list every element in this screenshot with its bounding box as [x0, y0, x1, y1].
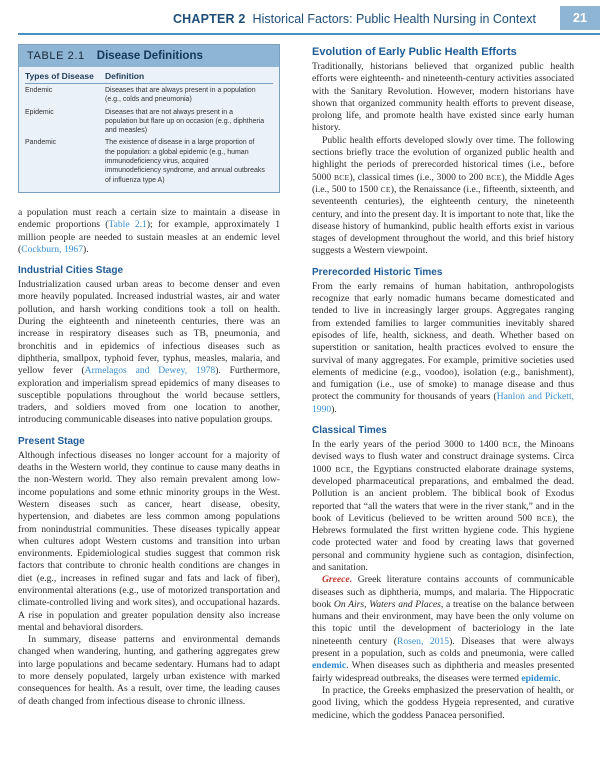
greece-subheading: Greece. — [322, 574, 353, 586]
left-column — [18, 44, 280, 708]
table-cell-definition: Diseases that are always present in a population (e.g., colds and pneumonia) — [105, 87, 256, 104]
present-paragraph-2: In summary, disease patterns and environmental demands changed when wandering, hunting, and gathering aggregates grew into large populations and became sedentary. Humans had to adapt to more densely populated, largely urban existence with marked consequences for health. As a result, over time, the leading causes of death changed from infectious disease to chronic illness. — [18, 634, 280, 707]
citation-link[interactable]: Hanlon and Pickett, 1990 — [312, 391, 575, 415]
industrial-paragraph — [18, 279, 280, 427]
text-run: , a treatise on the balance between humans and their environment, may have been the only volume on this topic until the development of bacteriology in the late nineteenth century ( — [312, 598, 574, 647]
running-title — [173, 12, 536, 26]
table-cell-definition: Diseases that are not always present in a population but flare up on occasion (e.g., diphtheria and measles) — [105, 108, 265, 135]
table-cell-definition: The existence of disease in a large proportion of the population: a global epidemic (e.g., human immunodeficiency virus, acquired immunodeficiency syndrome, and annual outbreaks of influenza type A) — [105, 139, 265, 184]
text-run: ); for example, approximately 1 million people are needed to sustain measles at an endemic level ( — [18, 219, 281, 255]
text-run: From the early remains of human habitation, anthropologists recognize that early nomadic humans became domesticated and tended to live in increasingly larger groups. Aggregates ranging from extended families to larger communities inevitably shared episodes of life, health, sickness, and death. Whether based on superstition or sanitation, health practices evolved to ensure the survival of many aggregates. For example, primitive societies used elements of medicine (e.g., voodoo), isolation (e.g., banishment), and fumigation (i.e., use of smoke) to manage disease and thus protect the community for thousands of years ( — [312, 280, 574, 403]
intro-paragraph — [18, 207, 280, 256]
table-label: TABLE 2.1 — [27, 50, 85, 62]
text-run: ), classical times (i.e., 3000 to 200 — [349, 171, 486, 183]
era-abbrev: BCE — [486, 172, 502, 182]
prerecorded-paragraph — [312, 281, 574, 416]
header-rule — [18, 33, 600, 35]
table-header-row — [25, 71, 273, 84]
text-run: ), the Renaissance (i.e., fifteenth, sixteenth, and seventeenth centuries), the eighteenth century, the nineteenth century, and into the present day. It is important to note that, like the disease history of humankind, public health efforts exist in various stages of development throughout the world, and this brief history suggests a Western viewpoint. — [312, 183, 574, 257]
chapter-title: Historical Factors: Public Health Nursing in Context — [252, 12, 536, 26]
era-abbrev: BCE — [536, 513, 553, 523]
glossary-term-endemic[interactable]: endemic — [312, 660, 347, 672]
text-run: Industrialization caused urban areas to become denser and even more heavily populated. Increased industrial wastes, air and water pollution, and harsh working conditions took a toll on health. During the eighteenth and nineteenth centuries, there was an increase in respiratory diseases such as TB, pneumonia, and bronchitis and in epidemics of infectious diseases such as diphtheria, smallpox, typhoid fever, typhus, measles, malaria, and yellow fever ( — [18, 279, 280, 377]
era-abbrev: BCE — [333, 172, 350, 182]
table-col-definition-header: Definition — [105, 71, 145, 81]
classical-paragraph-1 — [312, 439, 574, 574]
right-column — [312, 46, 574, 722]
evolution-paragraph-2 — [312, 135, 574, 258]
text-run: ). — [331, 403, 337, 415]
chapter-label: CHAPTER 2 — [172, 12, 246, 26]
text-run: ). Furthermore, exploration and imperialism spread epidemics of many diseases to susceptible populations throughout the world because settlers, traders, and soldiers moved from one location to another, introducing communicable diseases into native population groups. — [18, 365, 280, 426]
section-heading: Evolution of Early Public Health Efforts — [312, 46, 517, 58]
page-number: 21 — [560, 6, 600, 30]
text-run: , the Minoans devised ways to flush water and construct drainage systems. Circa 1000 — [312, 439, 574, 475]
present-paragraph-1: Although infectious diseases no longer account for a majority of deaths in the Western world, they continue to cause many deaths in the non-Western world. They also remain prevalent among low-income populations and some ethnic minority groups in the West. Western diseases such as cancer, heart disease, obesity, hypertension, and diabetes are less common among populations from nonindustrial communities. These diseases typically appear when cultures adopt Western customs and transition into urban environments. Epidemiological studies suggest that common risk factors that contribute to chronic health conditions are changes in diet (e.g., increases in refined sugar and fats and lack of fiber), environmental alterations (e.g., use of motorized transportation and climate-controlled living and work sites), and occupational hazards. A rise in population and greater population density also increase mental and behavioral disorders. — [18, 449, 280, 633]
era-abbrev: BCE — [335, 464, 351, 474]
glossary-term-epidemic[interactable]: epidemic — [521, 672, 559, 684]
table-row — [25, 136, 273, 191]
table-cell-type: Epidemic — [25, 108, 54, 116]
classical-paragraph-2 — [312, 574, 574, 685]
text-run: . When diseases such as diphtheria and measles presented fairly widespread outbreaks, the diseases were termed — [312, 660, 574, 684]
text-run: ), the Hebrews formulated the first written hygiene code. This hygiene code protected water and food by creating laws that governed personal and community hygiene such as contagion, disinfection, and sanitation. — [312, 512, 574, 573]
citation-link[interactable]: Rosen, 2015 — [396, 635, 450, 647]
text-run: In the early years of the period 3000 to 1400 — [312, 439, 503, 451]
classical-paragraph-3: In practice, the Greeks emphasized the preservation of health, or good living, which the goddess Hygeia represented, and curative medicine, which the goddess Panacea personified. — [312, 684, 574, 721]
table-row — [25, 106, 273, 137]
section-heading: Industrial Cities Stage — [18, 265, 124, 277]
page-header — [0, 0, 600, 38]
table-row — [25, 84, 273, 106]
era-abbrev: BCE — [502, 440, 519, 450]
text-run: . — [558, 672, 561, 684]
table-reference-link[interactable]: Table 2.1 — [108, 219, 147, 231]
evolution-paragraph-1: Traditionally, historians believed that organized public health efforts were eighteenth- and nineteenth-century activities associated with the Sanitary Revolution. However, modern historians have shown that organized community health efforts to prevent disease, prolong life, and promote health have existed since early human history. — [312, 61, 574, 134]
disease-definitions-table — [18, 44, 280, 193]
section-heading: Classical Times — [312, 425, 387, 437]
citation-link[interactable]: Cockburn, 1967 — [21, 243, 84, 255]
text-run: Public health efforts developed slowly over time. The following sections briefly trace the evolution of organized public health and highlight the periods of prerecorded historical times (i.e., before 5000 — [312, 134, 574, 183]
text-run: Greek literature contains accounts of communicable diseases such as diphtheria, mumps, and malaria. The Hippocratic book — [312, 574, 574, 610]
table-cell-type: Endemic — [25, 87, 53, 94]
text-run: , the Egyptians constructed elaborate drainage systems, developed pharmaceutical preparations, and embalmed the dead. Pollution is an ancient problem. The biblical book of Exodus reported that “all the waters that were in the river stank,” and in the book of Leviticus (believed to be written around 500 — [312, 463, 574, 524]
text-run: ). Diseases that were always present in a population, such as colds and pneumonia, were called — [312, 635, 575, 660]
citation-link[interactable]: Armelagos and Dewey, 1978 — [84, 365, 216, 377]
table-cell-type: Pandemic — [25, 139, 57, 147]
text-run: ), the Middle Ages (i.e., 500 to 1500 — [312, 171, 574, 195]
table-caption — [19, 45, 279, 67]
table-title: Disease Definitions — [96, 50, 203, 62]
table-col-type-header: Types of Disease — [25, 71, 94, 81]
text-run: ). — [83, 243, 89, 255]
section-heading: Present Stage — [18, 435, 85, 447]
era-abbrev: CE — [380, 184, 391, 194]
section-heading: Prerecorded Historic Times — [312, 266, 443, 278]
book-title: On Airs, Waters and Places — [333, 598, 441, 610]
text-run: a population must reach a certain size to maintain a disease in endemic proportions ( — [18, 206, 280, 231]
